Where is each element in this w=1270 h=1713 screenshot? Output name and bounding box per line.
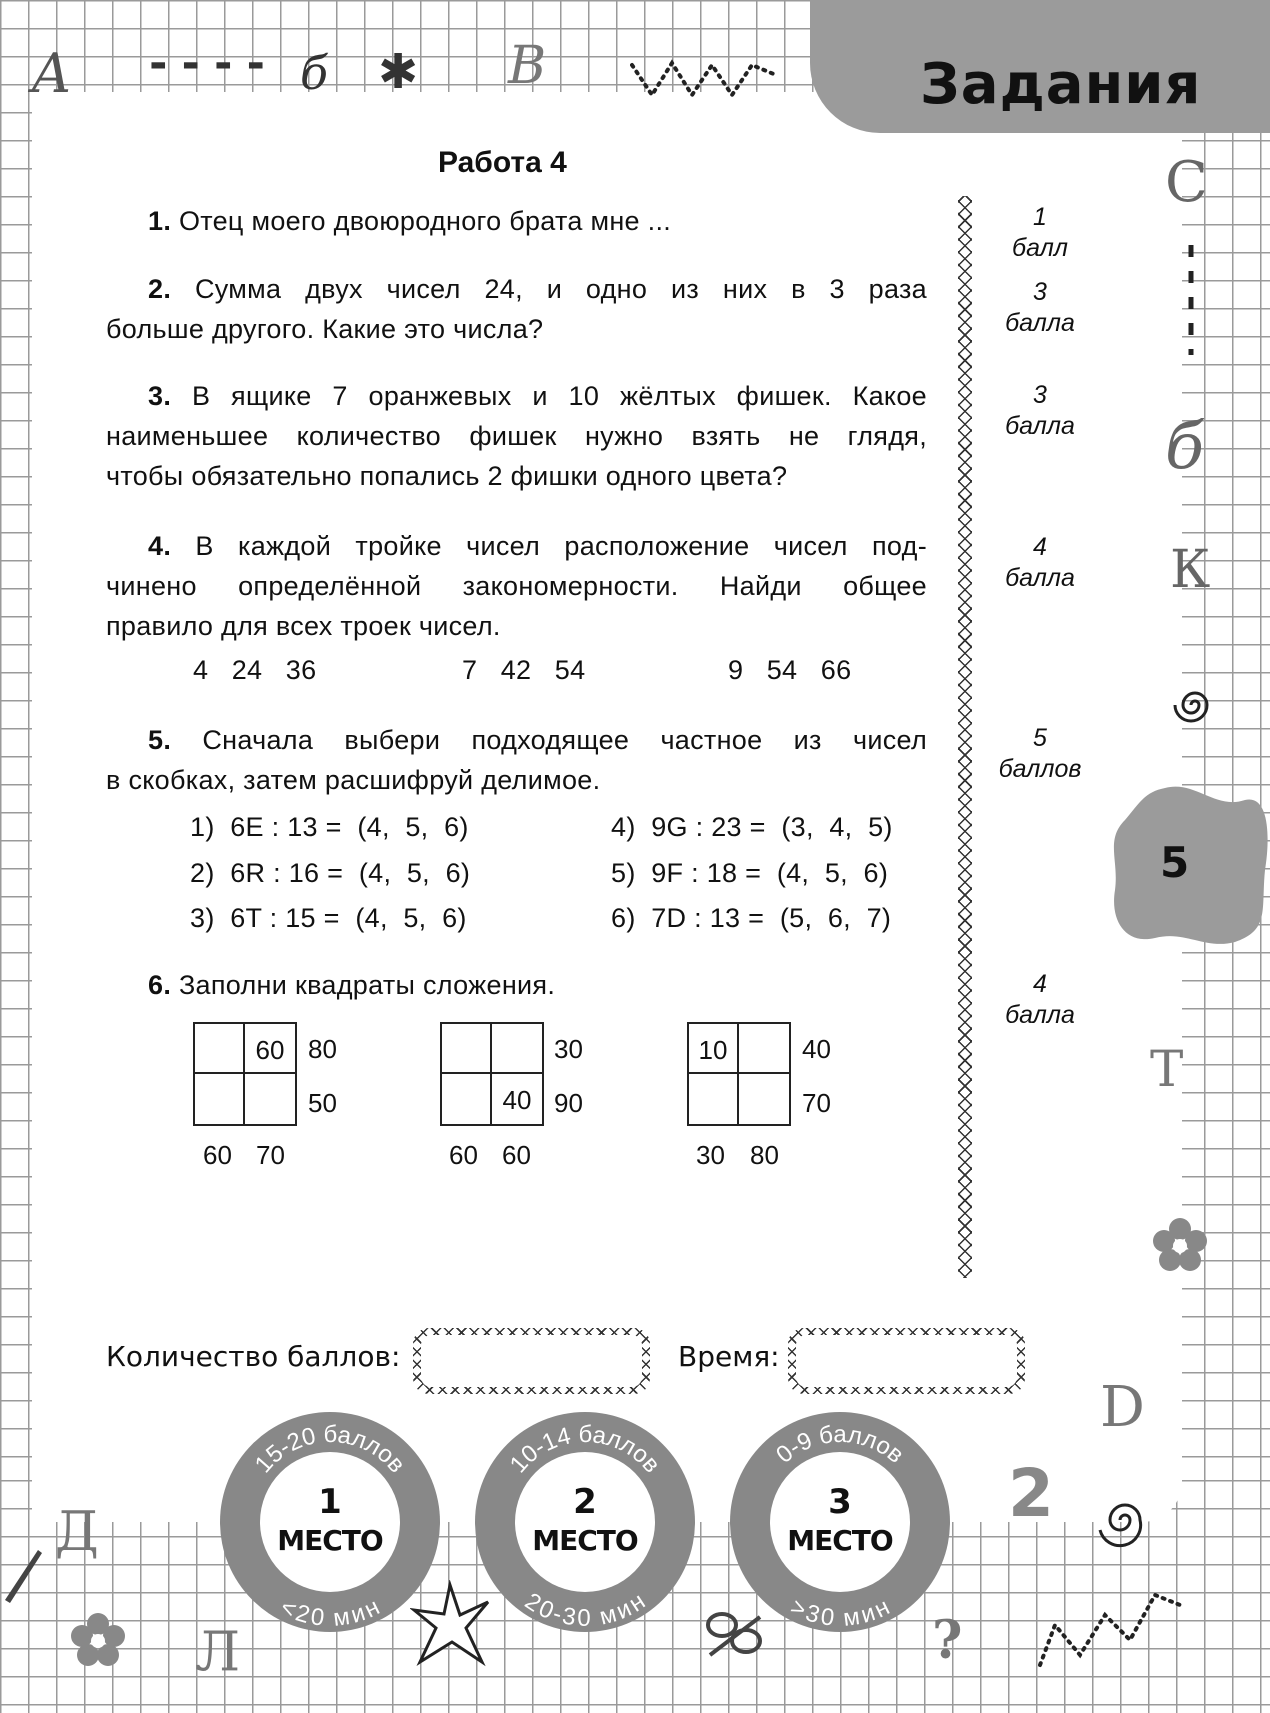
task-5-line-2: в скобках, затем расшифруй делимое.: [106, 765, 601, 795]
number-triple-2: 7 42 54: [462, 655, 586, 685]
task-number: 2.: [148, 274, 172, 304]
medal-place-label: МЕСТО: [532, 1524, 638, 1557]
task-number: 5.: [148, 725, 172, 755]
points-word: балла: [1005, 309, 1075, 337]
points-word: балла: [1005, 564, 1075, 592]
points-word: балла: [1005, 1001, 1075, 1029]
task-3-line-3: чтобы обязательно попались 2 фишки одного цвета?: [106, 461, 788, 491]
points-value: 3: [1033, 381, 1047, 409]
task-4-line-3: правило для всех троек чисел.: [106, 611, 501, 641]
decor-letter-b-small: б: [300, 46, 329, 100]
svg-text:<20 мин: [276, 1593, 384, 1632]
square-cell[interactable]: 60: [245, 1022, 297, 1074]
medal-time-range: >30 мин: [786, 1593, 894, 1632]
section-title: Задания: [920, 52, 1202, 117]
task-4-line-1: [148, 526, 927, 566]
square-cell[interactable]: [193, 1022, 245, 1074]
flower-icon: [1150, 1215, 1210, 1275]
division-item-3: 3) 6T : 15 = (4, 5, 6): [190, 903, 467, 933]
decor-letter-d-ru: Д: [55, 1500, 99, 1563]
decor-asterisk: ✱: [378, 44, 419, 100]
task-number: 1.: [148, 206, 172, 236]
decor-letter-b-outline: б: [1165, 410, 1205, 484]
task-text: Сумма двух чисел 24, и одно из них в 3 раза: [194, 274, 928, 304]
vertical-divider: [958, 196, 972, 1278]
pencil-icon: [0, 1545, 45, 1605]
medal-score-range: 10-14 баллов: [504, 1420, 666, 1479]
decor-dotted-zigzag-bottom: [1035, 1555, 1185, 1675]
time-field[interactable]: [788, 1328, 1025, 1394]
page-number: 5: [1160, 838, 1190, 887]
task-text: В каждой тройке чисел расположение чисел под-: [195, 531, 927, 561]
col-sum: 70: [256, 1140, 285, 1170]
decor-dotted-zigzag-top: [630, 55, 780, 105]
medal-place-label: МЕСТО: [787, 1524, 893, 1557]
medal-time-range: <20 мин: [276, 1593, 384, 1632]
points-task-6: [980, 969, 1100, 1031]
task-number: 4.: [148, 531, 172, 561]
points-value: 5: [1033, 724, 1047, 752]
task-5-line-1: [148, 720, 927, 760]
decor-letter-l: Л: [195, 1620, 241, 1683]
col-sum: 60: [449, 1140, 478, 1170]
division-item-4: 4) 9G : 23 = (3, 4, 5): [611, 812, 893, 842]
row-sum: 80: [308, 1034, 337, 1064]
work-title: Работа 4: [438, 146, 567, 179]
decor-spiral: [1170, 680, 1220, 730]
points-word: балл: [1012, 234, 1068, 262]
medal-number: 3: [828, 1482, 852, 1522]
number-triple-3: 9 54 66: [728, 655, 852, 685]
division-item-6: 6) 7D : 13 = (5, 6, 7): [611, 903, 892, 933]
task-6: [148, 965, 928, 1005]
decor-vertical-dashes: [1185, 245, 1197, 355]
medal-first-place: [220, 1412, 440, 1632]
points-task-4: [980, 532, 1100, 594]
svg-text:>30 мин: [786, 1593, 894, 1632]
points-task-5: [980, 723, 1100, 785]
decor-dashes: ----: [145, 38, 275, 89]
division-item-5: 5) 9F : 18 = (4, 5, 6): [611, 858, 889, 888]
square-cell[interactable]: 40: [492, 1074, 544, 1126]
medal-place-label: МЕСТО: [277, 1524, 383, 1557]
medal-time-range: 20-30 мин: [519, 1587, 651, 1632]
number-triple-1: 4 24 36: [193, 655, 317, 685]
row-sum: 90: [554, 1088, 583, 1118]
medal-score-range: 15-20 баллов: [249, 1420, 411, 1479]
row-sum: 70: [802, 1088, 831, 1118]
square-cell[interactable]: 10: [687, 1022, 739, 1074]
decor-letter-v: B: [508, 36, 547, 96]
points-task-3: [980, 380, 1100, 442]
col-sum: 80: [750, 1140, 779, 1170]
square-cell[interactable]: [245, 1074, 297, 1126]
row-sum: 40: [802, 1034, 831, 1064]
score-field[interactable]: [413, 1328, 650, 1394]
points-value: 4: [1033, 970, 1047, 998]
task-text: В ящике 7 оранжевых и 10 жёлтых фишек. Какое: [191, 381, 927, 411]
task-text: Сначала выбери подходящее частное из чисел: [202, 725, 927, 755]
decor-digit-two: 2: [1008, 1455, 1054, 1532]
decor-letter-k: К: [1170, 540, 1211, 600]
time-label: Время:: [678, 1340, 780, 1373]
division-item-2: 2) 6R : 16 = (4, 5, 6): [190, 858, 471, 888]
medal-number: 2: [573, 1482, 597, 1522]
medal-second-place: [475, 1412, 695, 1632]
square-cell[interactable]: [687, 1074, 739, 1126]
row-sum: 30: [554, 1034, 583, 1064]
medal-center: [260, 1452, 400, 1592]
task-2-line-1: [148, 269, 927, 309]
task-text: Заполни квадраты сложения.: [178, 970, 556, 1000]
score-label: Количество баллов:: [106, 1340, 401, 1373]
task-4-line-2: чинено определённой закономерности. Найди общее: [106, 571, 927, 601]
square-cell[interactable]: [193, 1074, 245, 1126]
col-sum: 60: [203, 1140, 232, 1170]
medal-third-place: [730, 1412, 950, 1632]
col-sum: 30: [696, 1140, 725, 1170]
decor-letter-a: A: [32, 42, 71, 105]
decor-spiral-bottom: [1095, 1490, 1155, 1550]
points-value: 1: [1033, 203, 1047, 231]
decor-letter-s: С: [1165, 150, 1208, 215]
task-3-line-1: [148, 376, 927, 416]
decor-letter-d: D: [1100, 1375, 1145, 1440]
flower-icon-bottom: [68, 1610, 128, 1670]
points-value: 3: [1033, 278, 1047, 306]
svg-text:20-30 мин: [520, 1588, 650, 1632]
square-cell[interactable]: [440, 1022, 492, 1074]
square-cell[interactable]: [440, 1074, 492, 1126]
points-task-1: [980, 202, 1100, 264]
row-sum: 50: [308, 1088, 337, 1118]
square-cell[interactable]: [492, 1022, 544, 1074]
task-number: 6.: [148, 970, 172, 1000]
points-task-2: [980, 277, 1100, 339]
task-1: [148, 201, 928, 241]
square-cell[interactable]: [739, 1022, 791, 1074]
points-word: баллов: [998, 755, 1082, 783]
medal-score-range: 0-9 баллов: [771, 1420, 909, 1469]
task-number: 3.: [148, 381, 172, 411]
col-sum: 60: [502, 1140, 531, 1170]
medal-center: [770, 1452, 910, 1592]
medal-number: 1: [318, 1482, 342, 1522]
square-cell[interactable]: [739, 1074, 791, 1126]
division-item-1: 1) 6E : 13 = (4, 5, 6): [190, 812, 469, 842]
medal-center: [515, 1452, 655, 1592]
task-3-line-2: наименьшее количество фишек нужно взять не глядя,: [106, 421, 927, 451]
decor-letter-t: Т: [1150, 1040, 1184, 1098]
decor-question-mark: ?: [932, 1610, 963, 1671]
points-value: 4: [1033, 533, 1047, 561]
points-word: балла: [1005, 412, 1075, 440]
task-2-line-2: больше другого. Какие это числа?: [106, 314, 544, 344]
task-text: Отец моего двоюродного брата мне ...: [178, 206, 672, 236]
